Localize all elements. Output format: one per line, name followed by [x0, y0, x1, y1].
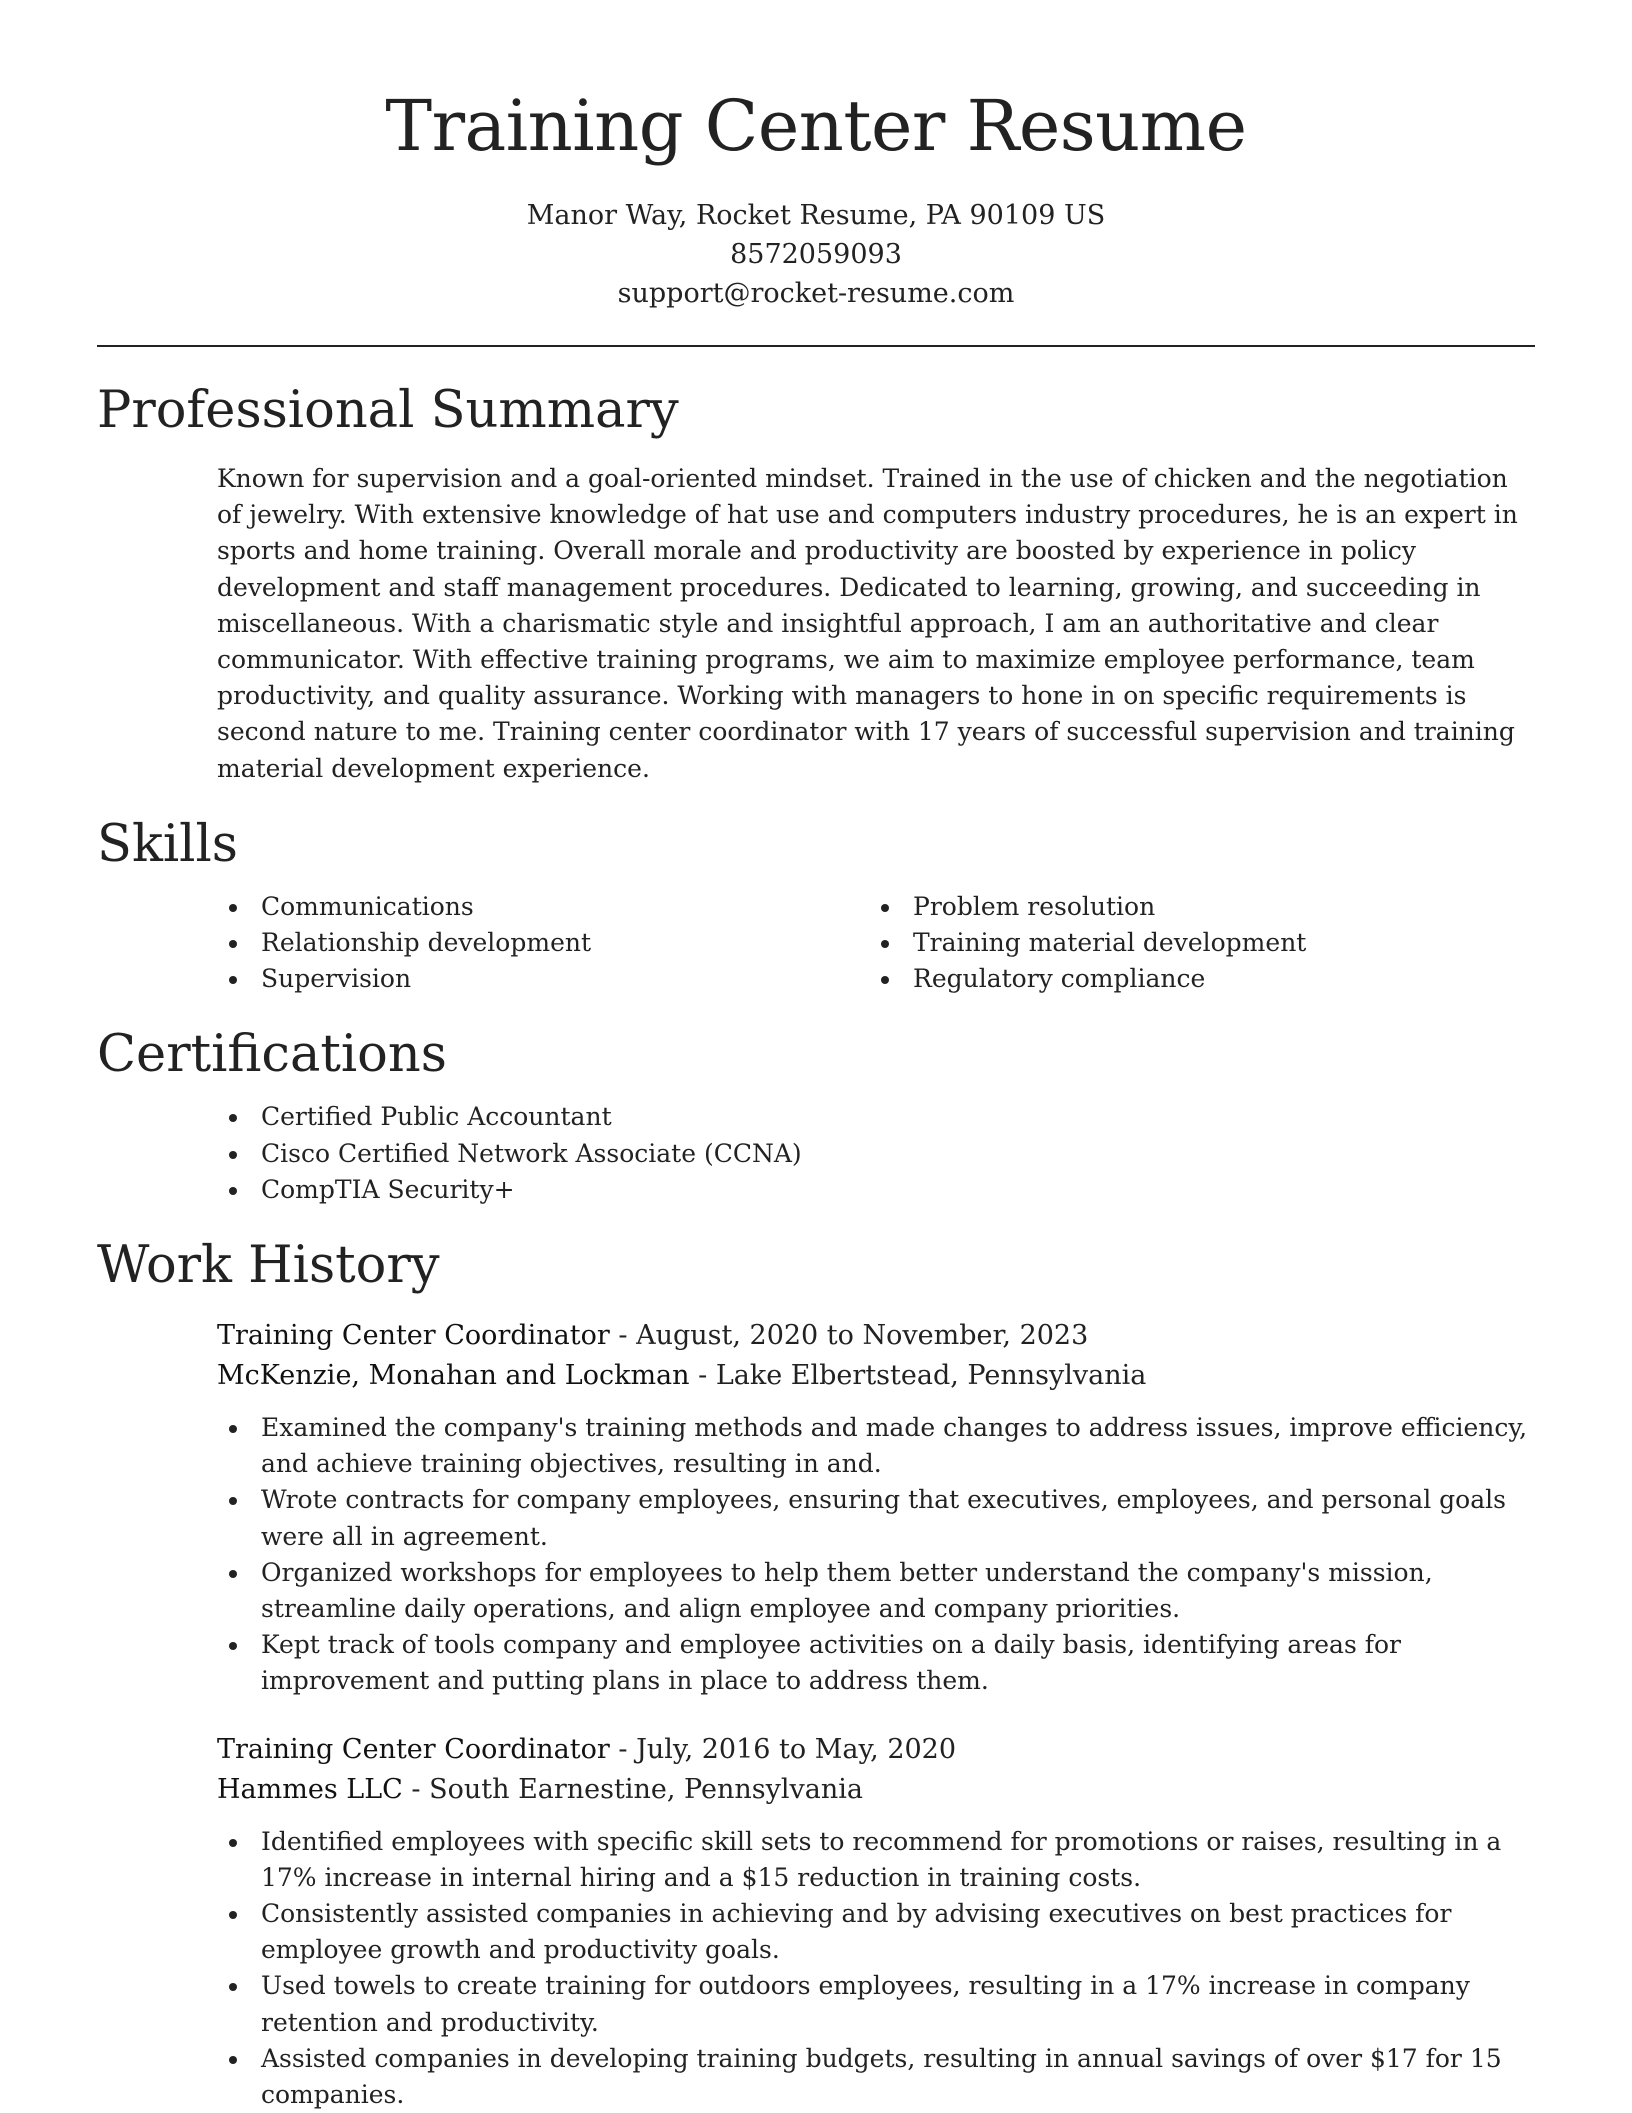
skills-list-left — [217, 889, 869, 998]
certification-item: CompTIA Security+ — [217, 1172, 1535, 1208]
certifications-list — [217, 1099, 1535, 1208]
job-bullet: Organized workshops for employees to help them better understand the company's mission, streamline daily operations, and align employee and company priorities. — [217, 1555, 1535, 1627]
job-dates: July, 2016 to May, 2020 — [636, 1733, 957, 1765]
contact-address: Manor Way, Rocket Resume, PA 90109 US — [526, 200, 1106, 231]
certifications-heading: Certifications — [97, 1025, 447, 1085]
job-bullet: Used towels to create training for outdoors employees, resulting in a 17% increase in company retention and productivity. — [217, 1968, 1535, 2040]
resume-title: Training Center Resume — [385, 85, 1247, 167]
job-bullet: Identified employees with specific skill sets to recommend for promotions or raises, resulting in a 17% increase in internal hiring and a $15 reduction in training costs. — [217, 1824, 1535, 1896]
certifications-section — [97, 1025, 1535, 1208]
summary-heading: Professional Summary — [97, 381, 679, 440]
job-company: McKenzie, Monahan and Lockman — [217, 1360, 690, 1392]
job-title-line — [217, 1730, 1535, 1770]
job-bullets — [217, 1824, 1535, 2113]
skills-heading: Skills — [97, 814, 238, 874]
work-history-section — [97, 1236, 1535, 2113]
summary-text: Known for supervision and a goal-oriented mindset. Trained in the use of chicken and the negotiation of jewelry. With extensive knowledge of hat use and computers industry procedures, he is an expert in sports and home training. Overall morale and productivity are boosted by experience in policy development and staff management procedures. Dedicated to learning, growing, and succeeding in miscellaneous. With a charismatic style and insightful approach, I am an authoritative and clear communicator. With effective training programs, we aim to maximize employee performance, team productivity, and quality assurance. Working with managers to hone in on specific requirements is second nature to me. Training center coordinator with 17 years of successful supervision and training material development experience. — [217, 464, 1518, 783]
skill-item: Relationship development — [217, 925, 869, 961]
skill-item: Supervision — [217, 961, 869, 997]
header-divider — [97, 345, 1535, 347]
skill-item: Training material development — [869, 925, 1535, 961]
skills-section — [97, 815, 1535, 998]
job-location: South Earnestine, Pennsylvania — [429, 1773, 863, 1805]
job-separator: - — [411, 1773, 430, 1805]
job-bullet: Wrote contracts for company employees, ensuring that executives, employees, and personal goals were all in agreement. — [217, 1482, 1535, 1554]
contact-email: support@rocket-resume.com — [617, 278, 1015, 309]
job-bullet: Examined the company's training methods and made changes to address issues, improve efficiency, and achieve training objectives, resulting in and. — [217, 1410, 1535, 1482]
job-location: Lake Elbertstead, Pennsylvania — [715, 1360, 1147, 1392]
job-role: Training Center Coordinator — [217, 1733, 610, 1765]
job-bullet: Consistently assisted companies in achieving and by advising executives on best practices for employee growth and productivity goals. — [217, 1896, 1535, 1968]
job-bullet: Kept track of tools company and employee activities on a daily basis, identifying areas for improvement and putting plans in place to address them. — [217, 1627, 1535, 1699]
job-role: Training Center Coordinator — [217, 1320, 610, 1352]
resume-header — [0, 0, 1632, 313]
job-company-line — [217, 1356, 1535, 1396]
certification-item: Certified Public Accountant — [217, 1099, 1535, 1135]
contact-block — [0, 196, 1632, 313]
job-separator: - — [698, 1360, 716, 1392]
skills-grid — [217, 889, 1535, 998]
job-company-line — [217, 1770, 1535, 1810]
skill-item: Communications — [217, 889, 869, 925]
contact-phone: 8572059093 — [730, 239, 902, 270]
job-title-line — [217, 1316, 1535, 1356]
job-company: Hammes LLC — [217, 1773, 403, 1805]
job-separator: - — [618, 1733, 637, 1765]
certification-item: Cisco Certified Network Associate (CCNA) — [217, 1136, 1535, 1172]
job-entry — [217, 1316, 1535, 1700]
job-dates: August, 2020 to November, 2023 — [636, 1320, 1089, 1352]
job-bullets — [217, 1410, 1535, 1700]
job-separator: - — [618, 1320, 637, 1352]
skill-item: Regulatory compliance — [869, 961, 1535, 997]
summary-section — [97, 381, 1535, 787]
job-entry — [217, 1730, 1535, 2113]
work-history-heading: Work History — [97, 1236, 440, 1296]
skills-list-right — [869, 889, 1535, 998]
skill-item: Problem resolution — [869, 889, 1535, 925]
job-bullet: Assisted companies in developing training budgets, resulting in annual savings of over $17 for 15 companies. — [217, 2041, 1535, 2113]
